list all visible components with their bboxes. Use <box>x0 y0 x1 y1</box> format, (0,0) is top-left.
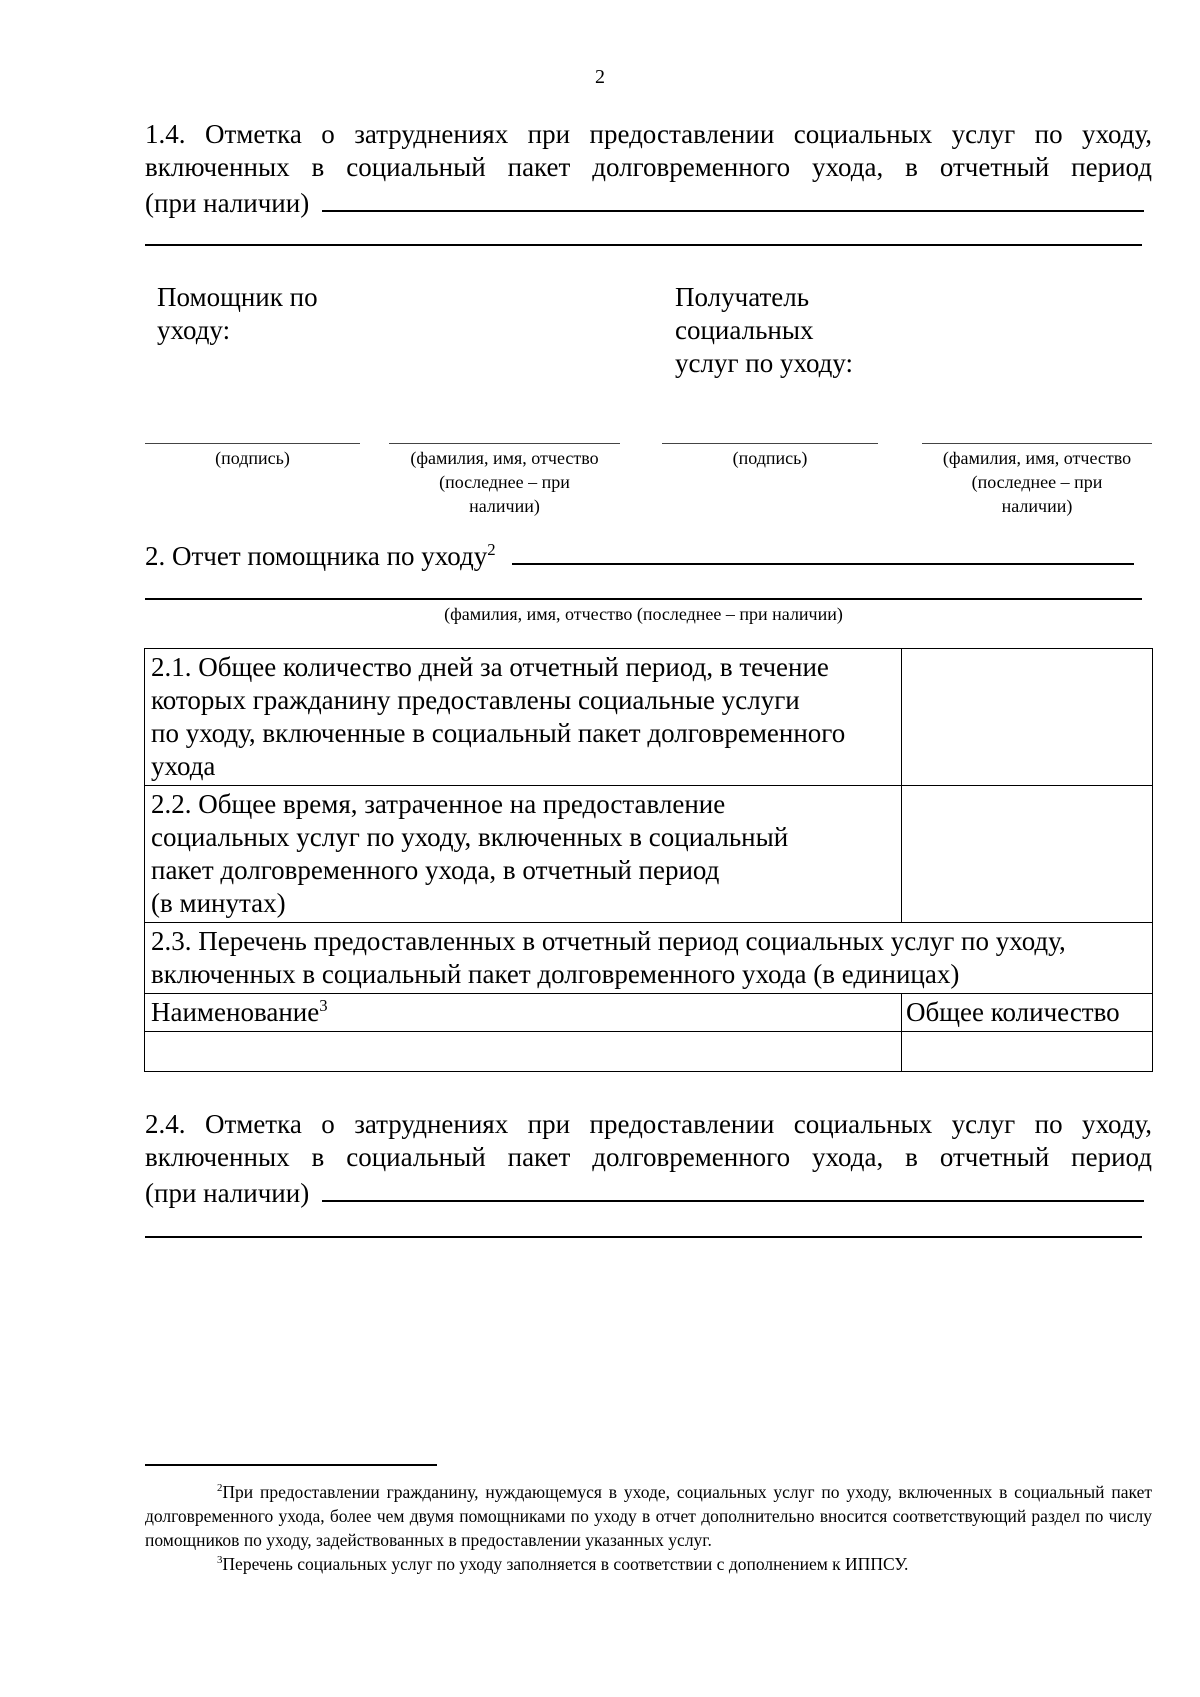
table-row <box>145 786 1153 923</box>
assistant-signature-caption: (подпись) <box>215 448 290 468</box>
row-2-1-value-cell[interactable] <box>902 649 1153 786</box>
row-2-2-line: 2.2. Общее время, затраченное на предоставление <box>151 789 726 819</box>
row-2-2-line: пакет долговременного ухода, в отчетный период <box>151 855 720 885</box>
row-2-3-line: включенных в социальный пакет долговременного ухода (в единицах) <box>151 959 960 989</box>
footnote-ref-3: 3 <box>319 996 328 1015</box>
recipient-label <box>675 281 853 380</box>
recipient-label-line1: Получатель <box>675 282 810 312</box>
section-2-4-label: (при наличии) <box>145 1178 310 1208</box>
table-row <box>145 649 1153 786</box>
section-1-4 <box>145 118 1152 220</box>
caption-name-line2: (последнее – при <box>971 472 1103 492</box>
caption-name-line1: (фамилия, имя, отчество <box>942 448 1132 468</box>
page-number: 2 <box>595 66 605 88</box>
caption-name-line2: (последнее – при <box>439 472 570 492</box>
assistant-signature-line[interactable] <box>145 443 360 444</box>
recipient-label-line2: социальных <box>675 315 814 345</box>
footnote-2 <box>145 1480 1152 1552</box>
row-2-2-line: социальных услуг по уходу, включенных в социальный <box>151 822 789 852</box>
section-1-4-line2: включенных в социальный пакет долговременного ухода, в отчетный период <box>145 152 1152 182</box>
assistant-name-caption <box>384 446 625 518</box>
row-2-3-line: 2.3. Перечень предоставленных в отчетный период социальных услуг по уходу, <box>151 926 1066 956</box>
assistant-label-line1: Помощник по <box>157 282 318 312</box>
section-2-4-fill-line[interactable] <box>322 1174 1144 1202</box>
section-1-4-fill-line[interactable] <box>322 184 1144 212</box>
section-2-4-line1: 2.4. Отметка о затруднениях при предоставлении социальных услуг по уходу, <box>145 1109 1152 1139</box>
report-table <box>144 648 1153 1072</box>
table-header-row <box>145 994 1153 1032</box>
section-2-title-row <box>145 537 1152 573</box>
recipient-label-line3: услуг по уходу: <box>675 348 854 378</box>
row-2-1-line: по уходу, включенные в социальный пакет долговременного <box>151 718 846 748</box>
row-2-2-label <box>145 786 902 923</box>
section-1-4-line3 <box>145 184 1152 220</box>
footnote-ref-2: 2 <box>487 540 496 559</box>
row-2-1-line: которых гражданину предоставлены социальные услуги <box>151 685 800 715</box>
service-total-cell[interactable] <box>902 1032 1153 1072</box>
section-2-name-caption: (фамилия, имя, отчество (последнее – при наличии) <box>444 604 843 624</box>
row-2-2-line: (в минутах) <box>151 888 286 918</box>
recipient-signature-line[interactable] <box>662 443 878 444</box>
section-1-4-second-line[interactable] <box>145 244 1142 246</box>
footnote-3-ref: 3 <box>217 1554 223 1567</box>
footnote-separator <box>145 1464 437 1466</box>
footnotes <box>145 1480 1152 1576</box>
column-header-name <box>145 994 902 1032</box>
caption-name-line3: наличии) <box>1001 496 1073 516</box>
recipient-name-line[interactable] <box>922 443 1152 444</box>
caption-name-line1: (фамилия, имя, отчество <box>410 448 599 468</box>
footnote-3 <box>145 1552 1152 1576</box>
section-2-4 <box>145 1108 1152 1210</box>
assistant-label <box>157 281 318 347</box>
section-2-4-second-line[interactable] <box>145 1236 1142 1238</box>
footnote-2-text: При предоставлении гражданину, нуждающемуся в уходе, социальных услуг по уходу, включенных в социальный пакет долговременного ухода, более чем двумя помощниками по уходу в отчет дополнительно вносится соответствующий раздел по числу помощников по уходу, задействованных в предоставлении указанных услуг. <box>145 1482 1152 1550</box>
section-1-4-line1: 1.4. Отметка о затруднениях при предоставлении социальных услуг по уходу, <box>145 119 1152 149</box>
row-2-1-line: ухода <box>151 751 216 781</box>
column-header-name-text: Наименование <box>151 997 320 1027</box>
section-2-4-line2: включенных в социальный пакет долговременного ухода, в отчетный период <box>145 1142 1152 1172</box>
table-row <box>145 1032 1153 1072</box>
assistant-label-line2: уходу: <box>157 315 231 345</box>
assistant-name-line[interactable] <box>389 443 620 444</box>
caption-name-line3: наличии) <box>469 496 540 516</box>
service-name-cell[interactable] <box>145 1032 902 1072</box>
table-row <box>145 923 1153 994</box>
section-2-name-fill-line[interactable] <box>512 537 1134 565</box>
column-header-total: Общее количество <box>902 994 1153 1032</box>
section-2-second-line[interactable] <box>145 598 1142 600</box>
footnote-3-text: Перечень социальных услуг по уходу заполняется в соответствии с дополнением к ИППСУ. <box>222 1554 909 1574</box>
recipient-signature-caption: (подпись) <box>732 448 808 468</box>
row-2-3-label <box>145 923 1153 994</box>
section-2-title: 2. Отчет помощника по уходу <box>145 541 488 571</box>
row-2-1-label <box>145 649 902 786</box>
footnote-2-ref: 2 <box>217 1482 223 1495</box>
section-2-4-line3 <box>145 1174 1152 1210</box>
row-2-1-line: 2.1. Общее количество дней за отчетный период, в течение <box>151 652 829 682</box>
row-2-2-value-cell[interactable] <box>902 786 1153 923</box>
section-1-4-label: (при наличии) <box>145 188 310 218</box>
recipient-name-caption <box>916 446 1158 518</box>
